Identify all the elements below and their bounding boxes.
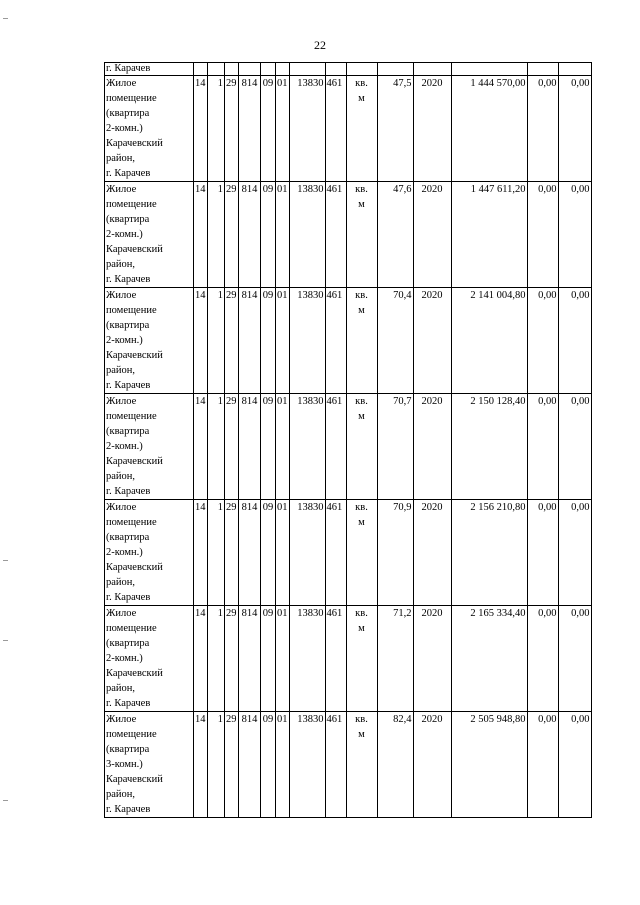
col-code-3: 29: [225, 76, 239, 182]
object-name-line: г. Карачев: [106, 486, 151, 497]
col-code-8: 461: [325, 76, 346, 182]
col-code-1: 14: [194, 76, 208, 182]
col-code-8: 461: [325, 712, 346, 818]
unit-cell: [346, 712, 377, 818]
value-cell-2: 0,00: [558, 182, 591, 288]
col-code-1: 14: [194, 606, 208, 712]
col-code-4: 814: [239, 712, 261, 818]
object-name-line: помещение: [106, 411, 157, 422]
col-code-5: 09: [261, 500, 276, 606]
col-code-6: 01: [276, 500, 290, 606]
col-code-3: 29: [225, 394, 239, 500]
value-cell-1: 0,00: [527, 394, 558, 500]
col-code-7: 13830: [289, 500, 325, 606]
col-code-2: 1: [208, 76, 225, 182]
col-code-1: 14: [194, 500, 208, 606]
year-cell: 2020: [413, 76, 451, 182]
scan-margin-mark: [3, 18, 8, 19]
year-cell: 2020: [413, 712, 451, 818]
area-cell: 71,2: [377, 606, 413, 712]
object-name-cell: [105, 182, 194, 288]
object-name-line: г. Карачев: [106, 592, 151, 603]
value-cell-2: 0,00: [558, 606, 591, 712]
object-name-cell: [105, 288, 194, 394]
object-name-cell: [105, 712, 194, 818]
amount-cell: 2 141 004,80: [451, 288, 527, 394]
object-name-line: Жилое: [106, 714, 137, 725]
col-code-2: 1: [208, 500, 225, 606]
object-name-line: Карачевский: [106, 774, 163, 785]
value-cell-2: 0,00: [558, 288, 591, 394]
unit-line: м: [358, 517, 365, 528]
col-code-1: 14: [194, 182, 208, 288]
col-code-2: 1: [208, 712, 225, 818]
area-cell: 70,9: [377, 500, 413, 606]
col-code-6: 01: [276, 182, 290, 288]
year-cell: 2020: [413, 394, 451, 500]
object-name-line: 2-комн.): [106, 123, 143, 134]
amount-cell: 1 444 570,00: [451, 76, 527, 182]
object-name-line: Карачевский: [106, 350, 163, 361]
col-code-6: 01: [276, 288, 290, 394]
object-name-line: район,: [106, 365, 136, 376]
object-name-line: Карачевский: [106, 138, 163, 149]
table-row: [105, 606, 592, 712]
col-code-5: 09: [261, 394, 276, 500]
col-code-3: 29: [225, 288, 239, 394]
value-cell-1: 0,00: [527, 182, 558, 288]
area-cell: 47,6: [377, 182, 413, 288]
unit-cell: [346, 394, 377, 500]
col-code-4: 814: [239, 394, 261, 500]
col-code-4: 814: [239, 288, 261, 394]
object-name-line: 2-комн.): [106, 335, 143, 346]
year-cell: 2020: [413, 288, 451, 394]
col-code-2: 1: [208, 394, 225, 500]
unit-line: кв.: [355, 502, 368, 513]
unit-cell: [346, 500, 377, 606]
col-code-6: 01: [276, 76, 290, 182]
col-code-8: 461: [325, 288, 346, 394]
unit-line: кв.: [355, 78, 368, 89]
col-code-2: 1: [208, 606, 225, 712]
col-code-7: 13830: [289, 606, 325, 712]
col-code-1: 14: [194, 712, 208, 818]
page-number: 22: [314, 38, 326, 52]
object-name-line: район,: [106, 577, 136, 588]
col-code-5: 09: [261, 606, 276, 712]
col-code-1: 14: [194, 288, 208, 394]
object-name-line: район,: [106, 471, 136, 482]
unit-line: кв.: [355, 396, 368, 407]
object-name-line: (квартира: [106, 426, 150, 437]
table-row: [105, 712, 592, 818]
object-name-cell: [105, 394, 194, 500]
object-name-line: 2-комн.): [106, 441, 143, 452]
amount-cell: 2 156 210,80: [451, 500, 527, 606]
object-name-line: помещение: [106, 199, 157, 210]
unit-cell: [346, 182, 377, 288]
col-code-2: 1: [208, 288, 225, 394]
object-name-line: помещение: [106, 729, 157, 740]
col-code-5: 09: [261, 712, 276, 818]
unit-line: кв.: [355, 608, 368, 619]
table-row: [105, 76, 592, 182]
col-code-7: 13830: [289, 182, 325, 288]
col-code-8: 461: [325, 606, 346, 712]
year-cell: 2020: [413, 182, 451, 288]
col-code-1: 14: [194, 394, 208, 500]
object-name-line: район,: [106, 259, 136, 270]
col-code-8: 461: [325, 182, 346, 288]
amount-cell: 2 165 334,40: [451, 606, 527, 712]
object-name-line: Карачевский: [106, 244, 163, 255]
object-name-line: Жилое: [106, 502, 137, 513]
col-code-2: 1: [208, 182, 225, 288]
value-cell-1: 0,00: [527, 606, 558, 712]
value-cell-2: 0,00: [558, 712, 591, 818]
col-code-7: 13830: [289, 394, 325, 500]
object-name-line: помещение: [106, 623, 157, 634]
object-name-line: г. Карачев: [106, 380, 151, 391]
object-name-line: Карачевский: [106, 668, 163, 679]
amount-cell: 2 150 128,40: [451, 394, 527, 500]
object-name-line: район,: [106, 789, 136, 800]
object-name-cell: [105, 76, 194, 182]
table-row: [105, 394, 592, 500]
object-name-line: г. Карачев: [106, 168, 151, 179]
area-cell: 70,7: [377, 394, 413, 500]
col-code-4: 814: [239, 500, 261, 606]
unit-line: м: [358, 199, 365, 210]
object-name-line: (квартира: [106, 108, 150, 119]
continuation-row: [105, 63, 592, 76]
value-cell-1: 0,00: [527, 76, 558, 182]
object-name-line: район,: [106, 683, 136, 694]
object-name-line: (квартира: [106, 320, 150, 331]
object-name-line: Карачевский: [106, 456, 163, 467]
col-code-4: 814: [239, 606, 261, 712]
unit-line: кв.: [355, 290, 368, 301]
table-row: [105, 500, 592, 606]
scan-margin-mark: [3, 560, 8, 561]
col-code-8: 461: [325, 394, 346, 500]
unit-line: м: [358, 93, 365, 104]
col-code-3: 29: [225, 500, 239, 606]
unit-line: кв.: [355, 184, 368, 195]
col-code-6: 01: [276, 606, 290, 712]
object-name-line: Карачевский: [106, 562, 163, 573]
object-name-line: г. Карачев: [106, 804, 151, 815]
object-name-cell: [105, 606, 194, 712]
value-cell-2: 0,00: [558, 394, 591, 500]
col-code-3: 29: [225, 606, 239, 712]
col-code-5: 09: [261, 76, 276, 182]
object-name-line: (квартира: [106, 744, 150, 755]
col-code-3: 29: [225, 182, 239, 288]
object-name-line: г. Карачев: [106, 698, 151, 709]
year-cell: 2020: [413, 606, 451, 712]
col-code-7: 13830: [289, 76, 325, 182]
unit-line: м: [358, 411, 365, 422]
object-name-line: Жилое: [106, 78, 137, 89]
object-name-cell: [105, 500, 194, 606]
unit-cell: [346, 76, 377, 182]
value-cell-1: 0,00: [527, 500, 558, 606]
col-code-3: 29: [225, 712, 239, 818]
unit-line: м: [358, 623, 365, 634]
area-cell: 82,4: [377, 712, 413, 818]
amount-cell: 2 505 948,80: [451, 712, 527, 818]
object-name-line: Жилое: [106, 396, 137, 407]
scan-margin-mark: [3, 800, 8, 801]
object-name-line: помещение: [106, 305, 157, 316]
object-name-line: (квартира: [106, 214, 150, 225]
col-code-4: 814: [239, 76, 261, 182]
unit-line: м: [358, 729, 365, 740]
table-body: [105, 63, 592, 818]
value-cell-2: 0,00: [558, 76, 591, 182]
col-code-4: 814: [239, 182, 261, 288]
object-name-line: 3-комн.): [106, 759, 143, 770]
unit-cell: [346, 606, 377, 712]
object-name-line: помещение: [106, 517, 157, 528]
unit-line: м: [358, 305, 365, 316]
object-name-line: Жилое: [106, 184, 137, 195]
object-name-line: 2-комн.): [106, 653, 143, 664]
property-table: [104, 62, 592, 818]
object-name-line: район,: [106, 153, 136, 164]
table-row: [105, 288, 592, 394]
object-name-line: (квартира: [106, 532, 150, 543]
unit-line: кв.: [355, 714, 368, 725]
area-cell: 70,4: [377, 288, 413, 394]
value-cell-1: 0,00: [527, 712, 558, 818]
object-name-line: помещение: [106, 93, 157, 104]
object-name-line: г. Карачев: [106, 274, 151, 285]
year-cell: 2020: [413, 500, 451, 606]
scan-margin-mark: [3, 640, 8, 641]
col-code-5: 09: [261, 182, 276, 288]
col-code-8: 461: [325, 500, 346, 606]
object-name-line: Жилое: [106, 608, 137, 619]
col-code-5: 09: [261, 288, 276, 394]
area-cell: 47,5: [377, 76, 413, 182]
col-code-6: 01: [276, 394, 290, 500]
object-name-line: 2-комн.): [106, 547, 143, 558]
object-name-line: Жилое: [106, 290, 137, 301]
col-code-6: 01: [276, 712, 290, 818]
object-name-line: (квартира: [106, 638, 150, 649]
object-name-line: 2-комн.): [106, 229, 143, 240]
amount-cell: 1 447 611,20: [451, 182, 527, 288]
col-code-7: 13830: [289, 288, 325, 394]
unit-cell: [346, 288, 377, 394]
continuation-cell: г. Карачев: [105, 63, 194, 76]
value-cell-2: 0,00: [558, 500, 591, 606]
value-cell-1: 0,00: [527, 288, 558, 394]
table-row: [105, 182, 592, 288]
col-code-7: 13830: [289, 712, 325, 818]
